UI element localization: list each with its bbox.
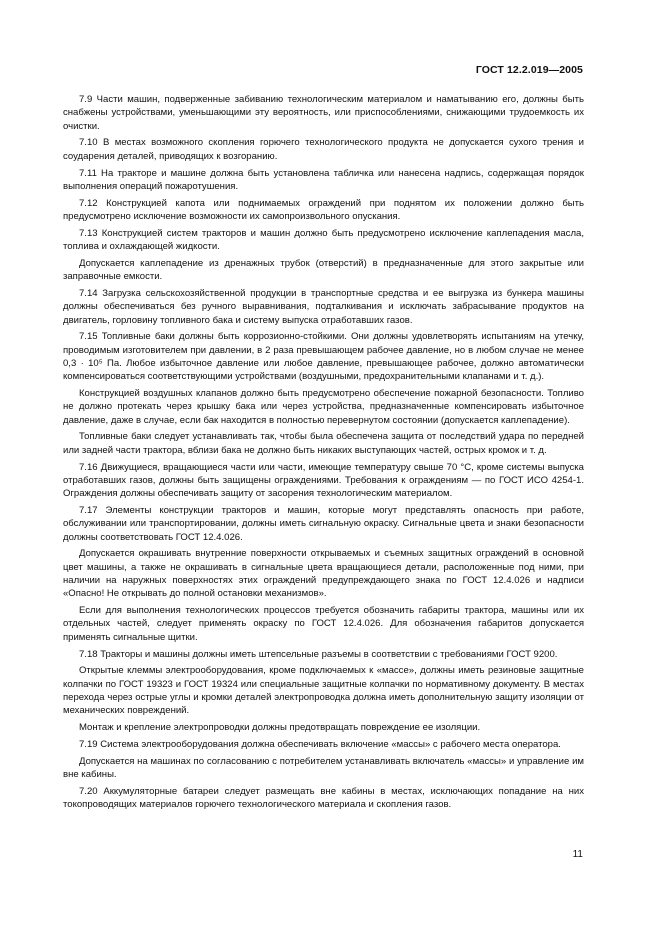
paragraph-7-18-terminals: Открытые клеммы электрооборудования, кроме подключаемых к «массе», должны иметь резиновые защитные колпачки по ГОСТ 19323 и ГОСТ 19324 или специальные защитные колпачки по нормативному документу. В местах перехода через острые углы и кромки деталей электропроводка должна иметь дополнительную защиту изоляции от механических повреждений. (63, 665, 584, 717)
paragraph-7-15-tanks: Топливные баки следует устанавливать так, чтобы была обеспечена защита от последствий удара по передней или задней части трактора, вблизи бака не должно быть никаких выступающих частей, острых кромок и т. д. (63, 431, 584, 456)
document-standard-id: ГОСТ 12.2.019—2005 (475, 64, 583, 76)
paragraph-7-13: 7.13 Конструкцией систем тракторов и машин должно быть предусмотрено исключение каплепадения масла, топлива и охлаждающей жидкости. (63, 227, 584, 252)
paragraph-7-15-valves: Конструкцией воздушных клапанов должно быть предусмотрено обеспечение пожарной безопасности. Топливо не должно протекать через крышку бака или через устройства, предназначенные компенсировать избыточное давление, даже в случае, если бак находится в полностью перевернутом состоянии (допускается каплепадение). (63, 388, 584, 426)
paragraph-7-19: 7.19 Система электрооборудования должна обеспечивать включение «массы» с рабочего места оператора. (79, 738, 561, 750)
paragraph-7-18: 7.18 Тракторы и машины должны иметь штепсельные разъемы в соответствии с требованиями ГОСТ 9200. (79, 648, 558, 660)
paragraph-7-13-note: Допускается каплепадение из дренажных трубок (отверстий) в предназначенные для этого закрытые или заправочные емкости. (63, 257, 584, 283)
paragraph-7-20: 7.20 Аккумуляторные батареи следует размещать вне кабины в местах, исключающих попадание на них токопроводящих материалов горючего технологического материала и скопления газов. (63, 785, 584, 810)
paragraph-7-17-paint: Допускается окрашивать внутренние поверхности открываемых и съемных защитных ограждений в основной цвет машины, а также не окрашивать в сигнальные цвета вращающиеся детали, расположенные под ними, при наличии на наружных поверхностях этих ограждений предупреждающего знака по ГОСТ 12.4.026 и надписи «Опасно! Не открывать до полной остановки механизмов». (63, 548, 584, 600)
paragraph-7-19-switch: Допускается на машинах по согласованию с потребителем устанавливать включатель «массы» и управление им вне кабины. (63, 755, 584, 780)
paragraph-7-14: 7.14 Загрузка сельскохозяйственной продукции в транспортные средства и ее выгрузка из бункера машины должны обеспечиваться без ручного выравнивания, подталкивания и исключать забрасывание продуктов на двигатель, горловину топливного бака и систему выпуска отработавших газов. (63, 287, 584, 326)
paragraph-7-18-wiring: Монтаж и крепление электропроводки должны предотвращать повреждение ее изоляции. (79, 722, 481, 734)
paragraph-7-16: 7.16 Движущиеся, вращающиеся части или части, имеющие температуру свыше 70 °С, кроме системы выпуска отработавших газов, должны быть защищены ограждениями. Требования к ограждениям — по ГОСТ ИСО 4254-1. Ограждения должны обеспечивать защиту от засорения технологическим материалом. (63, 461, 584, 500)
paragraph-7-12: 7.12 Конструкцией капота или поднимаемых ограждений при поднятом их положении должно быть предусмотрено исключение возможности их самопроизвольного опускания. (63, 197, 584, 222)
paragraph-7-10: 7.10 В местах возможного скопления горючего технологического продукта не допускается сухого трения и соударения деталей, приводящих к возгоранию. (63, 137, 584, 162)
paragraph-7-15: 7.15 Топливные баки должны быть коррозионно-стойкими. Они должны удовлетворять испытаниям на утечку, проводимым изготовителем при давлении, в 2 раза превышающем рабочее давление, но в любом случае не менее 0,3 · 10⁵ Па. Любое избыточное давление или любое давление, превышающее рабочее, должно автоматически компенсироваться соответствующими устройствами (воздушными, предохранительными клапанами и т. д.). (63, 331, 584, 383)
page-number: 11 (572, 849, 583, 860)
document-body (63, 93, 584, 815)
paragraph-7-9: 7.9 Части машин, подверженные забиванию технологическим материалом и наматыванию его, должны быть снабжены устройствами, уменьшающими эту вероятность, или приспособлениями, снижающими трудоемкость их очистки. (63, 94, 584, 132)
paragraph-7-17-dimensions: Если для выполнения технологических процессов требуется обозначить габариты трактора, машины или их отдельных частей, следует применять окраску по ГОСТ 12.4.026. Для обозначения габаритов допускается применять сигнальные щитки. (63, 605, 584, 643)
paragraph-7-11: 7.11 На тракторе и машине должна быть установлена табличка или нанесена надпись, содержащая порядок выполнения операций пожаротушения. (63, 167, 584, 192)
paragraph-7-17: 7.17 Элементы конструкции тракторов и машин, которые могут представлять опасность при работе, обслуживании или транспортировании, должны иметь сигнальную окраску. Сигнальные цвета и знаки безопасности должны соответствовать ГОСТ 12.4.026. (63, 504, 584, 543)
